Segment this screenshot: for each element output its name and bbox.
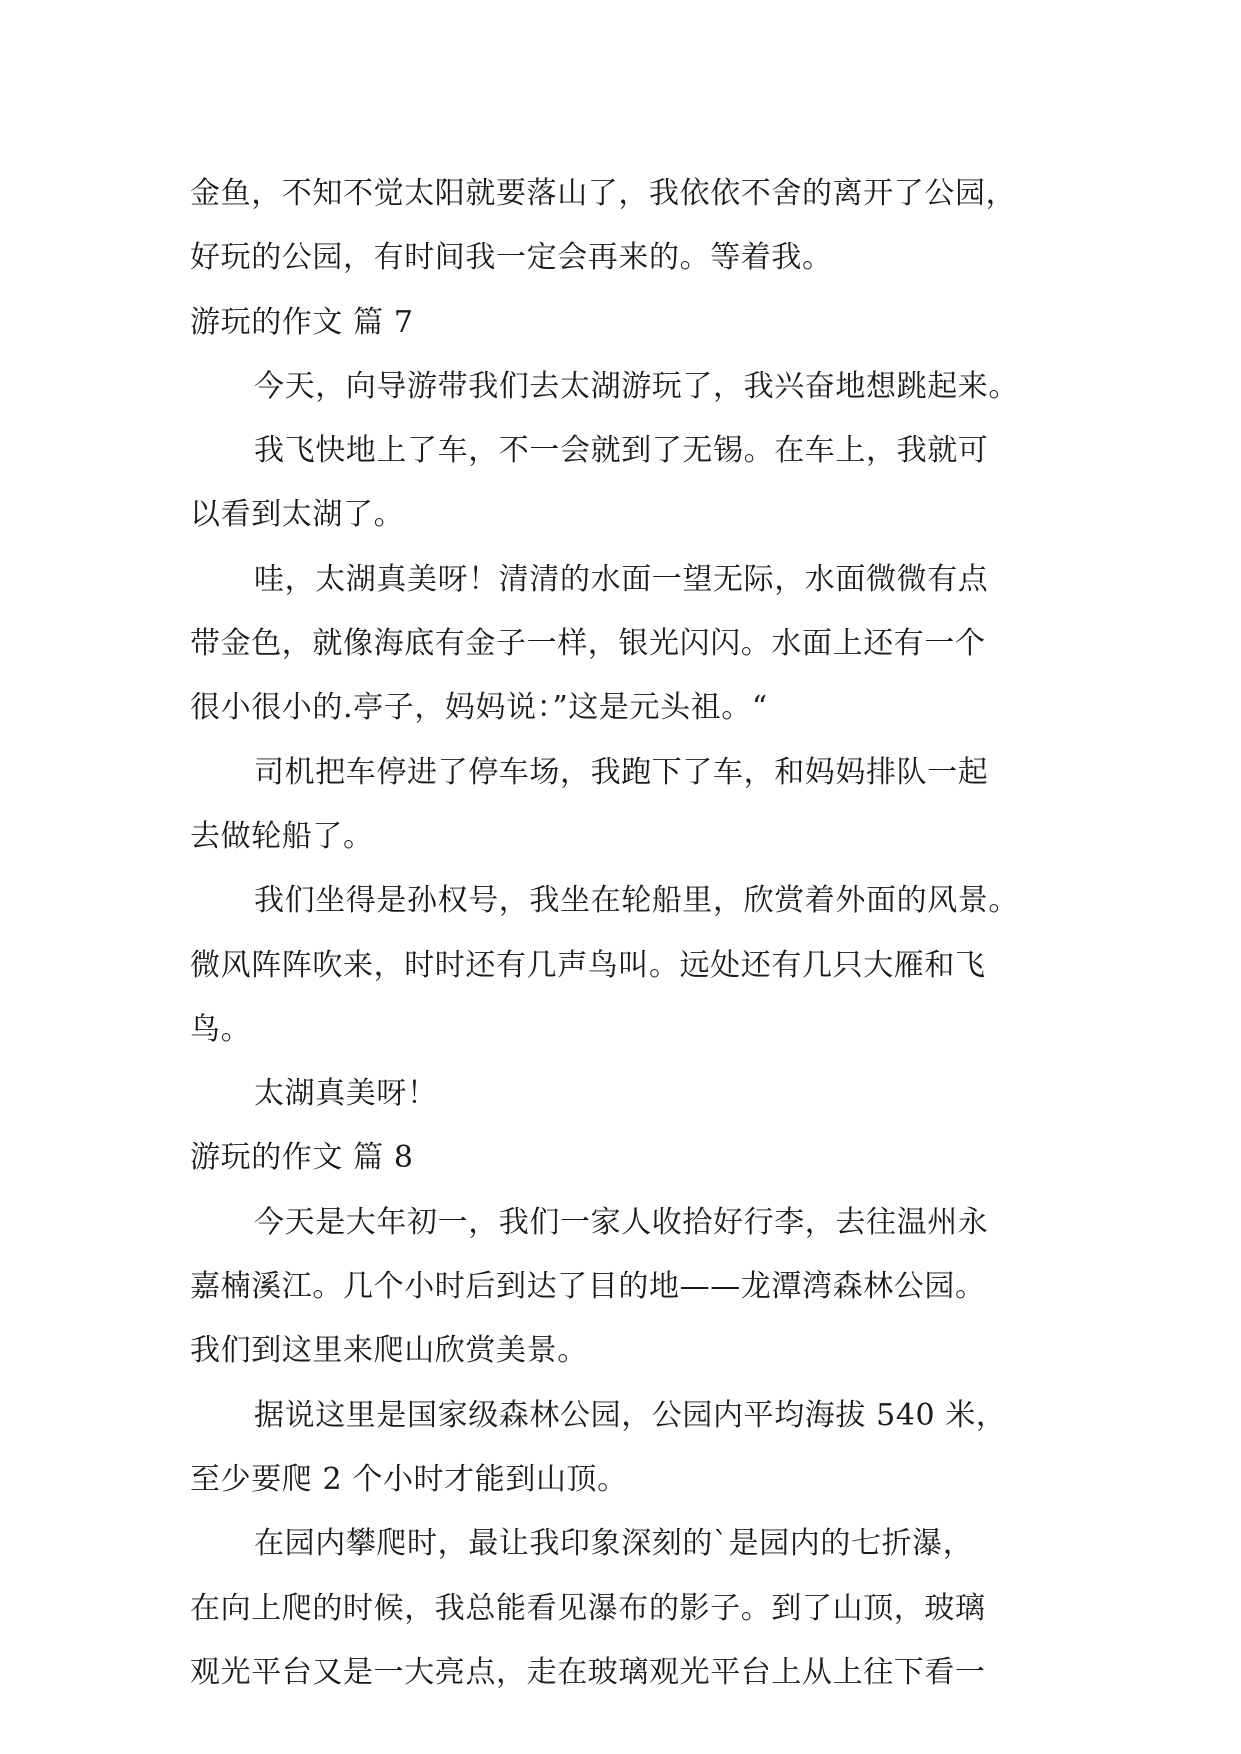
paragraph-line: 我们坐得是孙权号，我坐在轮船里，欣赏着外面的风景。	[254, 883, 1019, 919]
article-body	[190, 162, 1060, 1705]
paragraph-line: 金鱼，不知不觉太阳就要落山了，我依依不舍的离开了公园，	[190, 176, 1017, 211]
paragraph-line: 在园内攀爬时，最让我印象深刻的`是园内的七折瀑，	[254, 1526, 974, 1562]
paragraph-line: 太湖真美呀！	[254, 1076, 438, 1112]
paragraph-line: 观光平台又是一大亮点，走在玻璃观光平台上从上往下看一	[190, 1654, 986, 1690]
paragraph-line: 鸟。	[190, 1011, 252, 1047]
section-heading: 游玩的作文 篇 7	[190, 304, 414, 340]
section-heading: 游玩的作文 篇 8	[190, 1140, 414, 1176]
paragraph-line: 哇，太湖真美呀！清清的水面一望无际，水面微微有点	[254, 561, 989, 597]
paragraph-line: 很小很小的.亭子，妈妈说：”这是元头祖。“	[190, 690, 768, 726]
paragraph-line: 带金色，就像海底有金子一样，银光闪闪。水面上还有一个	[190, 626, 986, 662]
paragraph-line: 今天，向导游带我们去太湖游玩了，我兴奋地想跳起来。	[254, 368, 1019, 404]
paragraph-line: 司机把车停进了停车场，我跑下了车，和妈妈排队一起	[254, 754, 989, 790]
paragraph-line: 在向上爬的时候，我总能看见瀑布的影子。到了山顶，玻璃	[190, 1590, 986, 1626]
paragraph-line: 我们到这里来爬山欣赏美景。	[190, 1333, 588, 1369]
paragraph-line: 我飞快地上了车，不一会就到了无锡。在车上，我就可	[254, 433, 989, 469]
paragraph-line: 以看到太湖了。	[190, 497, 405, 533]
paragraph-line: 微风阵阵吹来，时时还有几声鸟叫。远处还有几只大雁和飞	[190, 947, 986, 983]
paragraph-line: 去做轮船了。	[190, 818, 374, 854]
paragraph-line: 至少要爬 2 个小时才能到山顶。	[190, 1461, 628, 1497]
paragraph-line: 今天是大年初一，我们一家人收拾好行李，去往温州永	[254, 1204, 989, 1240]
paragraph-line: 据说这里是国家级森林公园，公园内平均海拔 540 米，	[254, 1397, 1007, 1433]
paragraph-line: 嘉楠溪江。几个小时后到达了目的地——龙潭湾森林公园。	[190, 1269, 986, 1305]
paragraph-line: 好玩的公园，有时间我一定会再来的。等着我。	[190, 240, 833, 276]
